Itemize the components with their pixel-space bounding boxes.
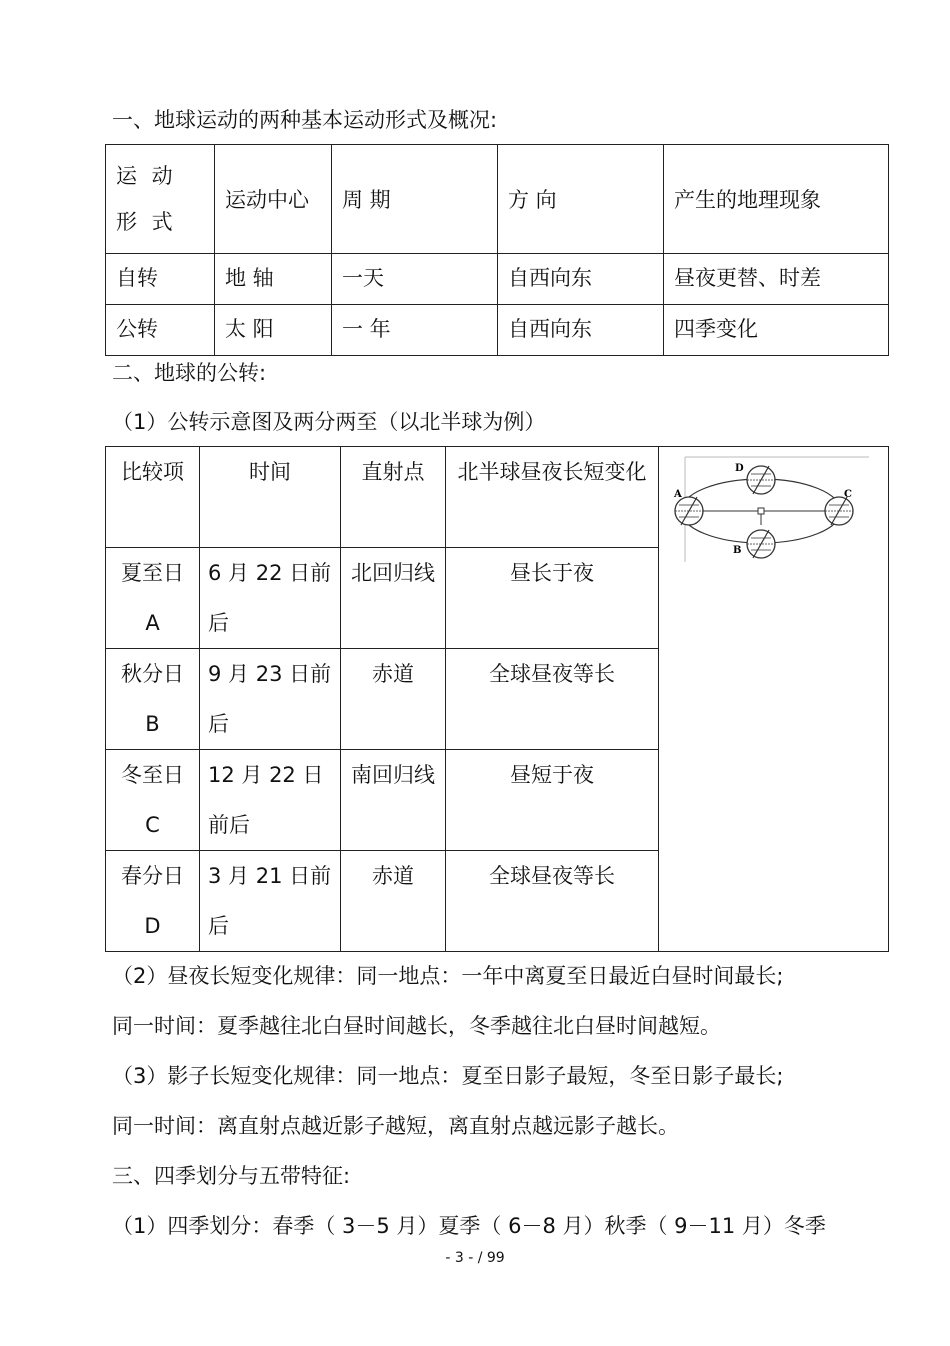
paragraph-3b: 同一时间：离直射点越近影子越短，离直射点越远影子越长。 (112, 1114, 679, 1138)
table-cell: 6 月 22 日前后 (200, 548, 341, 649)
table-row (106, 254, 889, 305)
orbit-diagram (659, 447, 869, 567)
header-cell: 时间 (200, 447, 341, 548)
paragraph-2b: 同一时间：夏季越往北白昼时间越长，冬季越往北白昼时间越短。 (112, 1014, 721, 1038)
table-cell: 赤道 (341, 851, 446, 952)
header-cell: 方 向 (498, 145, 664, 254)
orbit-figure-cell (659, 447, 889, 952)
earth-motion-table (105, 144, 889, 356)
earth-a-icon (675, 497, 703, 525)
table-header-row (106, 145, 889, 254)
heading-2: 二、地球的公转: (112, 361, 267, 385)
table-cell: 自西向东 (498, 305, 664, 356)
table-cell: 一 年 (332, 305, 498, 356)
table-cell: 夏至日 A (106, 548, 200, 649)
header-cell: 运 动 形 式 (106, 145, 215, 254)
header-cell: 周 期 (332, 145, 498, 254)
table-cell: 太 阳 (215, 305, 332, 356)
table-cell: 地 轴 (215, 254, 332, 305)
header-cell: 北半球昼夜长短变化 (446, 447, 659, 548)
table-cell: 冬至日 C (106, 750, 200, 851)
earth-d-icon (747, 466, 775, 494)
table-cell: 12 月 22 日前后 (200, 750, 341, 851)
orbit-label-d: D (735, 463, 744, 474)
table-row (106, 305, 889, 356)
orbit-label-a: A (674, 489, 682, 500)
table-cell: 昼长于夜 (446, 548, 659, 649)
earth-c-icon (825, 497, 853, 525)
paragraph-4: （1）四季划分：春季（ 3－5 月）夏季（ 6－8 月）秋季（ 9－11 月）冬季 (112, 1214, 826, 1238)
orbit-label-c: C (844, 489, 852, 500)
page-number: - 3 - / 99 (445, 1250, 505, 1266)
table-cell: 赤道 (341, 649, 446, 750)
header-cell: 产生的地理现象 (664, 145, 889, 254)
table-cell: 3 月 21 日前后 (200, 851, 341, 952)
earth-b-icon (747, 530, 775, 558)
table-header-row (106, 447, 889, 548)
table-cell: 9 月 23 日前后 (200, 649, 341, 750)
solstice-equinox-table (105, 446, 889, 952)
table-cell: 自西向东 (498, 254, 664, 305)
table-cell: 全球昼夜等长 (446, 649, 659, 750)
table-cell: 春分日 D (106, 851, 200, 952)
header-cell: 比较项 (106, 447, 200, 548)
table-cell: 昼短于夜 (446, 750, 659, 851)
orbit-label-b: B (733, 545, 742, 556)
paragraph-3a: （3）影子长短变化规律：同一地点：夏至日影子最短，冬至日影子最长; (112, 1064, 784, 1088)
table-cell: 南回归线 (341, 750, 446, 851)
table-cell: 自转 (106, 254, 215, 305)
table-cell: 四季变化 (664, 305, 889, 356)
header-cell: 运动中心 (215, 145, 332, 254)
table-cell: 一天 (332, 254, 498, 305)
table-cell: 昼夜更替、时差 (664, 254, 889, 305)
table-cell: 秋分日 B (106, 649, 200, 750)
table-cell: 公转 (106, 305, 215, 356)
table-cell: 全球昼夜等长 (446, 851, 659, 952)
heading-1: 一、地球运动的两种基本运动形式及概况: (112, 108, 498, 132)
table-cell: 北回归线 (341, 548, 446, 649)
heading-3: 三、四季划分与五带特征: (112, 1164, 351, 1188)
paragraph-2a: （2）昼夜长短变化规律：同一地点：一年中离夏至日最近白昼时间最长; (112, 964, 784, 988)
header-cell: 直射点 (341, 447, 446, 548)
subheading-1: （1）公转示意图及两分两至（以北半球为例） (112, 410, 546, 434)
